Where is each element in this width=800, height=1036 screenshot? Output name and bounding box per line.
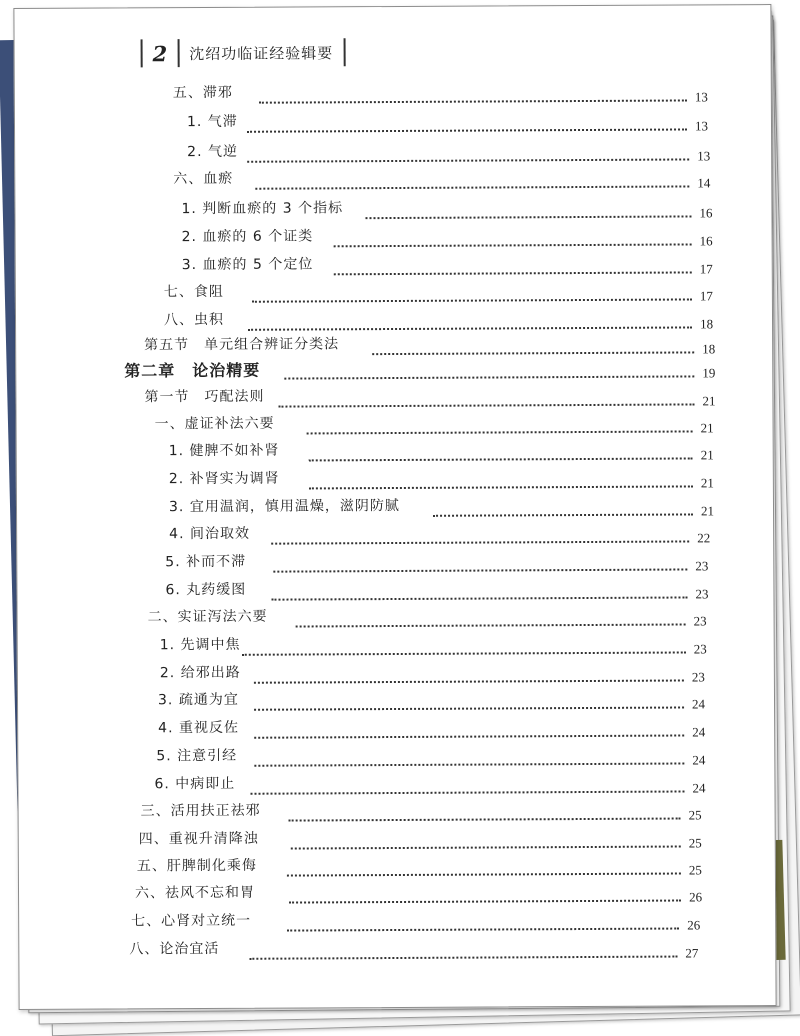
toc-entry-page: 23 <box>693 613 707 629</box>
toc-entry-title: 第五节 单元组合辨证分类法 <box>144 336 340 354</box>
toc-entry-page: 18 <box>702 341 716 357</box>
toc-entry-title: 6. 丸药缓图 <box>165 581 247 599</box>
toc-entry-page: 25 <box>688 862 702 878</box>
toc-chapter <box>124 355 732 386</box>
toc-entry-title: 3. 疏通为宜 <box>157 691 239 709</box>
dot-leader <box>252 286 692 302</box>
dot-leader <box>287 916 679 932</box>
toc-entry-title: 2. 给邪出路 <box>159 664 241 682</box>
toc-entry <box>148 603 724 634</box>
dot-leader <box>254 667 684 683</box>
toc-entry <box>187 108 725 139</box>
toc-entry-title: 1. 健脾不如补肾 <box>168 442 280 460</box>
toc-entry-title: 2. 补肾实为调肾 <box>168 470 280 488</box>
toc-entry-title: 第二章 论治精要 <box>124 360 261 381</box>
page-number: 2 <box>152 40 168 66</box>
toc-entry <box>160 631 724 662</box>
toc-entry <box>169 493 731 524</box>
toc-entry <box>156 742 722 773</box>
toc-entry <box>173 165 727 196</box>
header-rule-left <box>141 39 143 67</box>
toc-page <box>13 4 776 1010</box>
toc-entry-page: 21 <box>700 475 714 491</box>
toc-entry-page: 23 <box>695 586 709 602</box>
toc-entry <box>135 879 719 910</box>
dot-leader <box>334 231 692 247</box>
dot-leader <box>296 611 686 627</box>
toc-entry-page: 13 <box>694 118 709 134</box>
toc-entry-page: 24 <box>692 752 706 768</box>
toc-entry-title: 二、实证泻法六要 <box>147 608 268 626</box>
toc-entry <box>139 825 719 856</box>
dot-leader <box>289 806 681 822</box>
toc-entry-page: 23 <box>693 641 707 657</box>
toc-entry <box>155 410 731 441</box>
dot-leader <box>254 750 684 766</box>
dot-leader <box>287 861 681 877</box>
toc-entry-title: 七、食阻 <box>163 283 224 301</box>
toc-entry <box>164 278 730 309</box>
toc-entry <box>173 79 725 110</box>
dot-leader <box>250 778 684 794</box>
toc-entry <box>182 251 730 282</box>
toc-entry-title: 一、虚证补法六要 <box>154 415 275 433</box>
toc-entry-page: 18 <box>700 316 714 332</box>
toc-entry-title: 2. 气逆 <box>187 143 238 161</box>
toc-entry-page: 17 <box>699 288 713 304</box>
toc-entry-page: 21 <box>700 503 715 519</box>
toc-entry-title: 5. 注意引经 <box>156 747 238 765</box>
toc-entry-page: 16 <box>699 233 713 249</box>
toc-entry <box>169 465 731 496</box>
toc-entry-title: 三、活用扶正祛邪 <box>140 802 261 820</box>
toc-entry <box>187 138 727 169</box>
dot-leader <box>259 87 687 103</box>
toc-entry <box>131 907 717 938</box>
toc-entry-title: 3. 血瘀的 5 个定位 <box>181 256 314 274</box>
toc-entry-page: 13 <box>694 89 708 105</box>
dot-leader <box>254 722 684 738</box>
toc-entry-page: 25 <box>688 807 702 823</box>
toc-entry-page: 13 <box>697 148 711 164</box>
dot-leader <box>249 944 677 960</box>
toc-entry-page: 21 <box>702 393 716 409</box>
dot-leader <box>278 391 694 407</box>
toc-entry-title: 六、祛风不忘和胃 <box>134 884 256 902</box>
toc-entry <box>181 195 729 226</box>
toc-entry-page: 24 <box>692 724 706 740</box>
toc-entry <box>154 770 722 801</box>
dot-leader <box>242 639 686 655</box>
toc-entry-page: 22 <box>697 530 711 546</box>
dot-leader <box>433 501 693 516</box>
toc-entry <box>144 383 732 414</box>
dot-leader <box>309 445 693 461</box>
toc-entry-page: 26 <box>687 917 701 933</box>
toc-entry-page: 23 <box>695 558 709 574</box>
dot-leader <box>291 834 681 850</box>
toc-entry-page: 14 <box>697 175 711 191</box>
toc-entry <box>165 576 725 607</box>
toc-entry-title: 五、肝脾制化乘侮 <box>136 857 257 875</box>
dot-leader <box>271 584 687 600</box>
toc-entry-title: 八、论治宜活 <box>129 940 220 958</box>
toc-entry <box>137 852 719 883</box>
toc-entry-title: 4. 间治取效 <box>169 525 250 543</box>
header-rule-middle <box>177 39 179 67</box>
dot-leader <box>271 528 689 544</box>
dot-leader <box>247 146 689 162</box>
toc-entry-title: 七、心肾对立统一 <box>131 912 252 930</box>
toc-entry-title: 四、重视升清降浊 <box>138 830 259 848</box>
toc-entry-page: 19 <box>702 365 716 381</box>
dot-leader <box>307 418 693 434</box>
toc-entry-title: 八、虫积 <box>163 311 225 329</box>
dot-leader <box>247 116 687 132</box>
toc-entry-page: 27 <box>685 945 699 961</box>
toc-entry-page: 26 <box>689 889 703 905</box>
dot-leader <box>248 314 692 330</box>
toc-entry-title: 六、血瘀 <box>173 170 234 188</box>
dot-leader <box>284 363 694 379</box>
toc-entry-page: 21 <box>700 420 714 436</box>
toc-entry-page: 25 <box>688 835 702 851</box>
toc-entry-title: 4. 重视反佐 <box>158 719 240 737</box>
toc-entry-title: 6. 中病即止 <box>154 775 236 793</box>
dot-leader <box>273 556 687 572</box>
toc-entry <box>169 437 731 468</box>
toc-entry-page: 21 <box>700 447 714 463</box>
toc-entry-title: 1. 先调中焦 <box>159 636 241 654</box>
toc-entry <box>141 797 719 828</box>
toc-entry-title: 五、滞邪 <box>172 84 233 102</box>
toc-entry-title: 3. 宜用温润，慎用温燥，滋阴防腻 <box>168 497 400 516</box>
toc-entry-title: 5. 补而不滞 <box>165 553 247 571</box>
toc-entry-title: 2. 血瘀的 6 个证类 <box>181 228 314 246</box>
running-header <box>141 35 346 70</box>
header-rule-right <box>343 38 345 66</box>
toc-entry-page: 24 <box>692 780 706 796</box>
toc-entry <box>129 935 715 966</box>
dot-leader <box>254 694 684 710</box>
toc-entry <box>158 686 722 717</box>
dot-leader <box>365 203 691 219</box>
dot-leader <box>309 473 693 489</box>
toc-entry-title: 1. 气滞 <box>186 113 238 131</box>
toc-entry <box>169 520 727 551</box>
dot-leader <box>289 888 681 904</box>
dot-leader <box>334 259 692 275</box>
book-title: 沈绍功临证经验辑要 <box>189 43 334 63</box>
toc-entry <box>165 548 725 579</box>
dot-leader <box>372 339 694 355</box>
toc-entry-page: 24 <box>691 696 706 712</box>
toc-entry <box>182 223 730 254</box>
dot-leader <box>255 173 689 189</box>
toc-entry <box>158 714 722 745</box>
toc-entry-page: 23 <box>691 669 705 685</box>
toc-entry-title: 1. 判断血瘀的 3 个指标 <box>181 200 344 218</box>
toc-entry-title: 第一节 巧配法则 <box>144 388 265 406</box>
toc-entry-page: 16 <box>699 205 713 221</box>
toc-entry <box>160 659 722 690</box>
toc-entry-page: 17 <box>699 261 713 277</box>
